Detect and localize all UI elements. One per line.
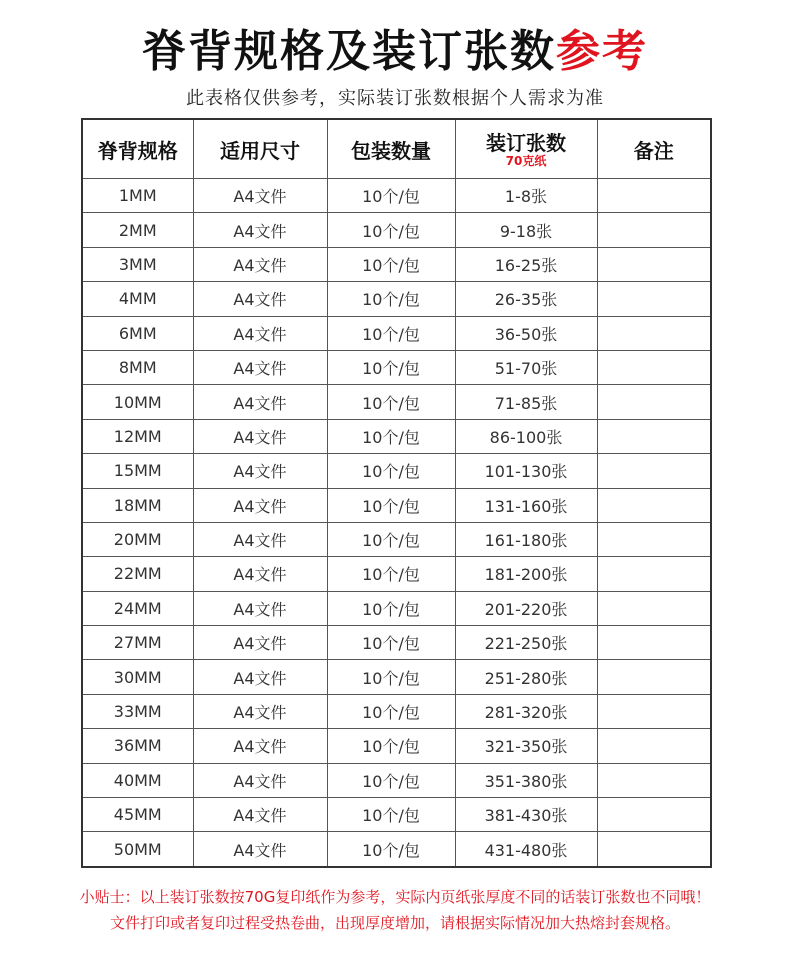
- cell-spine-spec: 2MM: [82, 213, 193, 247]
- cell-spine-spec: 3MM: [82, 247, 193, 281]
- cell-sheet-count: 131-160张: [455, 488, 597, 522]
- table-body: [82, 179, 711, 867]
- cell-sheet-count: 221-250张: [455, 626, 597, 660]
- cell-remarks: [597, 316, 711, 350]
- cell-package-qty: 10个/包: [327, 350, 455, 384]
- header-package-qty: 包装数量: [327, 119, 455, 179]
- cell-size: A4文件: [193, 694, 327, 728]
- cell-package-qty: 10个/包: [327, 557, 455, 591]
- cell-sheet-count: 351-380张: [455, 763, 597, 797]
- cell-spine-spec: 33MM: [82, 694, 193, 728]
- cell-spine-spec: 4MM: [82, 282, 193, 316]
- cell-spine-spec: 18MM: [82, 488, 193, 522]
- header-sheet-count-label: 装订张数: [486, 131, 566, 155]
- cell-sheet-count: 1-8张: [455, 179, 597, 213]
- cell-package-qty: 10个/包: [327, 419, 455, 453]
- cell-sheet-count: 101-130张: [455, 454, 597, 488]
- table-header-row: [82, 119, 711, 179]
- cell-remarks: [597, 694, 711, 728]
- table-row: [82, 179, 711, 213]
- cell-remarks: [597, 419, 711, 453]
- cell-remarks: [597, 247, 711, 281]
- table-row: [82, 591, 711, 625]
- cell-sheet-count: 281-320张: [455, 694, 597, 728]
- table-row: [82, 729, 711, 763]
- cell-size: A4文件: [193, 729, 327, 763]
- page-title: [0, 22, 790, 82]
- cell-remarks: [597, 626, 711, 660]
- spec-table: [81, 118, 712, 868]
- cell-remarks: [597, 385, 711, 419]
- header-sheet-count: [455, 119, 597, 179]
- cell-size: A4文件: [193, 522, 327, 556]
- cell-spine-spec: 6MM: [82, 316, 193, 350]
- cell-size: A4文件: [193, 626, 327, 660]
- cell-package-qty: 10个/包: [327, 454, 455, 488]
- cell-sheet-count: 431-480张: [455, 832, 597, 867]
- cell-sheet-count: 9-18张: [455, 213, 597, 247]
- table-row: [82, 385, 711, 419]
- cell-spine-spec: 22MM: [82, 557, 193, 591]
- cell-remarks: [597, 213, 711, 247]
- cell-remarks: [597, 832, 711, 867]
- table-row: [82, 454, 711, 488]
- tip-note-line-2: 文件打印或者复印过程受热卷曲，出现厚度增加，请根据实际情况加大热熔封套规格。: [109, 914, 680, 932]
- cell-sheet-count: 161-180张: [455, 522, 597, 556]
- cell-spine-spec: 10MM: [82, 385, 193, 419]
- cell-package-qty: 10个/包: [327, 282, 455, 316]
- cell-remarks: [597, 660, 711, 694]
- table-row: [82, 213, 711, 247]
- cell-package-qty: 10个/包: [327, 798, 455, 832]
- cell-remarks: [597, 591, 711, 625]
- table-row: [82, 832, 711, 867]
- cell-size: A4文件: [193, 557, 327, 591]
- table-row: [82, 419, 711, 453]
- cell-remarks: [597, 350, 711, 384]
- cell-spine-spec: 12MM: [82, 419, 193, 453]
- cell-size: A4文件: [193, 213, 327, 247]
- cell-spine-spec: 8MM: [82, 350, 193, 384]
- cell-remarks: [597, 729, 711, 763]
- cell-size: A4文件: [193, 385, 327, 419]
- cell-sheet-count: 86-100张: [455, 419, 597, 453]
- cell-sheet-count: 16-25张: [455, 247, 597, 281]
- cell-spine-spec: 15MM: [82, 454, 193, 488]
- cell-spine-spec: 40MM: [82, 763, 193, 797]
- cell-sheet-count: 321-350张: [455, 729, 597, 763]
- cell-sheet-count: 51-70张: [455, 350, 597, 384]
- table-row: [82, 763, 711, 797]
- title-accent: 参考: [556, 26, 648, 77]
- cell-size: A4文件: [193, 591, 327, 625]
- cell-remarks: [597, 282, 711, 316]
- cell-package-qty: 10个/包: [327, 660, 455, 694]
- table-row: [82, 282, 711, 316]
- cell-remarks: [597, 557, 711, 591]
- table-row: [82, 557, 711, 591]
- cell-package-qty: 10个/包: [327, 626, 455, 660]
- cell-package-qty: 10个/包: [327, 522, 455, 556]
- cell-sheet-count: 251-280张: [455, 660, 597, 694]
- header-spine-spec: 脊背规格: [82, 119, 193, 179]
- cell-package-qty: 10个/包: [327, 179, 455, 213]
- tip-note-line-1: 小贴士：以上装订张数按70G复印纸作为参考，实际内页纸张厚度不同的话装订张数也不同哦！: [79, 888, 711, 906]
- cell-package-qty: 10个/包: [327, 213, 455, 247]
- cell-sheet-count: 381-430张: [455, 798, 597, 832]
- header-paper-weight: 70克纸: [505, 154, 547, 168]
- cell-size: A4文件: [193, 488, 327, 522]
- table-row: [82, 798, 711, 832]
- cell-sheet-count: 26-35张: [455, 282, 597, 316]
- cell-size: A4文件: [193, 247, 327, 281]
- cell-sheet-count: 36-50张: [455, 316, 597, 350]
- cell-package-qty: 10个/包: [327, 763, 455, 797]
- table-row: [82, 350, 711, 384]
- cell-package-qty: 10个/包: [327, 385, 455, 419]
- cell-package-qty: 10个/包: [327, 591, 455, 625]
- title-main: 脊背规格及装订张数: [142, 26, 556, 77]
- cell-spine-spec: 50MM: [82, 832, 193, 867]
- cell-package-qty: 10个/包: [327, 729, 455, 763]
- cell-spine-spec: 20MM: [82, 522, 193, 556]
- cell-package-qty: 10个/包: [327, 247, 455, 281]
- cell-package-qty: 10个/包: [327, 694, 455, 728]
- cell-spine-spec: 30MM: [82, 660, 193, 694]
- cell-sheet-count: 71-85张: [455, 385, 597, 419]
- cell-size: A4文件: [193, 832, 327, 867]
- cell-package-qty: 10个/包: [327, 832, 455, 867]
- cell-remarks: [597, 179, 711, 213]
- cell-size: A4文件: [193, 316, 327, 350]
- table-row: [82, 522, 711, 556]
- header-remarks: 备注: [597, 119, 711, 179]
- cell-spine-spec: 36MM: [82, 729, 193, 763]
- table-row: [82, 488, 711, 522]
- cell-sheet-count: 181-200张: [455, 557, 597, 591]
- cell-sheet-count: 201-220张: [455, 591, 597, 625]
- table-row: [82, 626, 711, 660]
- cell-size: A4文件: [193, 350, 327, 384]
- table-row: [82, 660, 711, 694]
- cell-remarks: [597, 488, 711, 522]
- table-row: [82, 694, 711, 728]
- header-size: 适用尺寸: [193, 119, 327, 179]
- cell-size: A4文件: [193, 660, 327, 694]
- cell-size: A4文件: [193, 798, 327, 832]
- cell-spine-spec: 45MM: [82, 798, 193, 832]
- cell-size: A4文件: [193, 282, 327, 316]
- cell-size: A4文件: [193, 454, 327, 488]
- cell-spine-spec: 27MM: [82, 626, 193, 660]
- cell-size: A4文件: [193, 763, 327, 797]
- cell-package-qty: 10个/包: [327, 316, 455, 350]
- cell-spine-spec: 24MM: [82, 591, 193, 625]
- cell-size: A4文件: [193, 179, 327, 213]
- cell-spine-spec: 1MM: [82, 179, 193, 213]
- table-row: [82, 247, 711, 281]
- cell-remarks: [597, 454, 711, 488]
- cell-size: A4文件: [193, 419, 327, 453]
- cell-remarks: [597, 763, 711, 797]
- cell-remarks: [597, 522, 711, 556]
- table-row: [82, 316, 711, 350]
- cell-package-qty: 10个/包: [327, 488, 455, 522]
- page-subtitle: 此表格仅供参考，实际装订张数根据个人需求为准: [186, 88, 604, 109]
- cell-remarks: [597, 798, 711, 832]
